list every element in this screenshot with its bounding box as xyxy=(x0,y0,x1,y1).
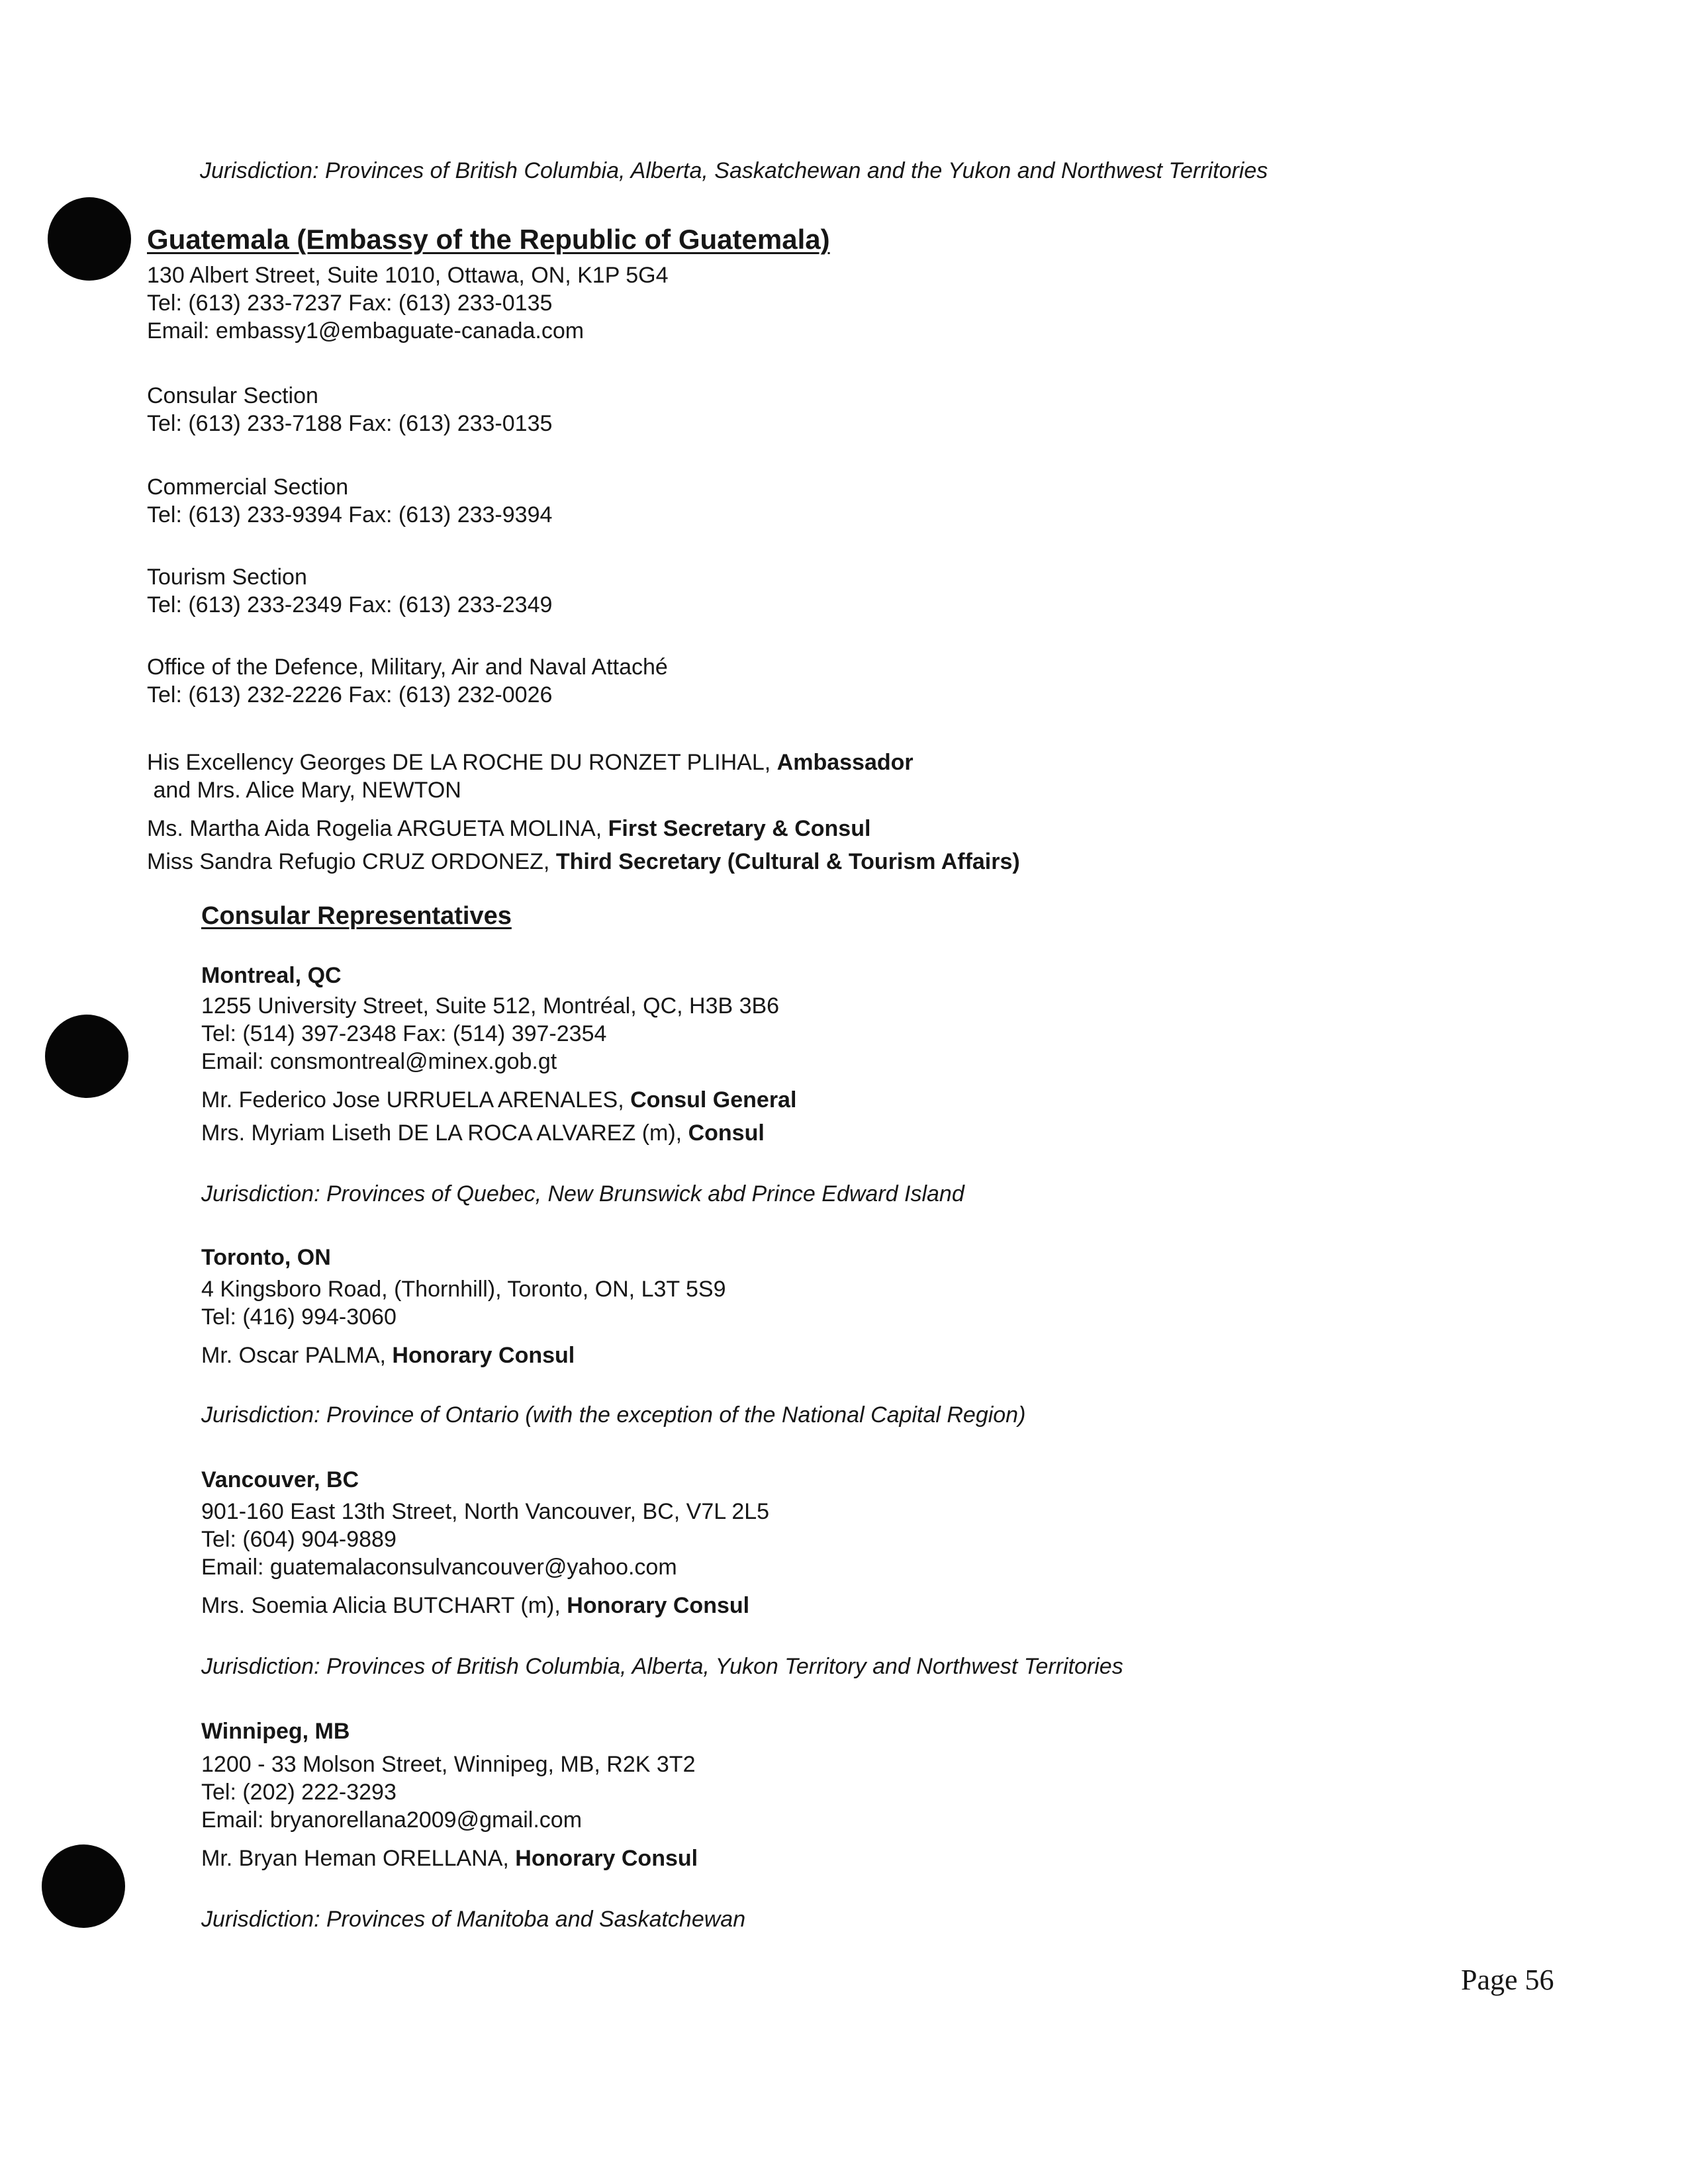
rep-title: Consul General xyxy=(630,1087,797,1113)
staff-name: and Mrs. Alice Mary, NEWTON xyxy=(147,778,461,803)
staff-entry xyxy=(147,749,914,776)
representative xyxy=(201,1087,796,1113)
embassy-tel-fax: Tel: (613) 233-7237 Fax: (613) 233-0135 xyxy=(147,291,553,316)
section-tel-fax: Tel: (613) 233-7188 Fax: (613) 233-0135 xyxy=(147,411,553,436)
punch-hole xyxy=(42,1844,125,1928)
section-name: Office of the Defence, Military, Air and Naval Attaché xyxy=(147,655,668,680)
consulate-email: Email: guatemalaconsulvancouver@yahoo.com xyxy=(201,1555,677,1580)
embassy-address: 130 Albert Street, Suite 1010, Ottawa, ON, K1P 5G4 xyxy=(147,263,669,288)
rep-title: Honorary Consul xyxy=(567,1593,750,1618)
staff-entry xyxy=(147,848,1020,875)
consulate-tel: Tel: (416) 994-3060 xyxy=(201,1304,397,1330)
staff-title: Ambassador xyxy=(776,750,914,775)
rep-name: Mrs. Myriam Liseth DE LA ROCA ALVAREZ (m), xyxy=(201,1120,688,1146)
representative xyxy=(201,1845,698,1872)
consulate-address: 1200 - 33 Molson Street, Winnipeg, MB, R2K 3T2 xyxy=(201,1752,696,1777)
staff-title: First Secretary & Consul xyxy=(608,816,871,841)
embassy-email: Email: embassy1@embaguate-canada.com xyxy=(147,318,585,343)
city-name: Vancouver, BC xyxy=(201,1467,359,1492)
staff-name: Miss Sandra Refugio CRUZ ORDONEZ, xyxy=(147,849,556,874)
rep-title: Honorary Consul xyxy=(515,1846,698,1871)
rep-name: Mr. Oscar PALMA, xyxy=(201,1343,393,1368)
section-name: Tourism Section xyxy=(147,565,307,590)
rep-name: Mr. Federico Jose URRUELA ARENALES, xyxy=(201,1087,631,1113)
consulate-address: 4 Kingsboro Road, (Thornhill), Toronto, ON, L3T 5S9 xyxy=(201,1277,726,1302)
staff-entry xyxy=(147,815,870,842)
consulate-address: 1255 University Street, Suite 512, Montréal, QC, H3B 3B6 xyxy=(201,993,780,1019)
jurisdiction-note: Jurisdiction: Provinces of British Columbia, Alberta, Yukon Territory and Northwest Territories xyxy=(201,1654,1123,1679)
punch-hole xyxy=(45,1015,128,1098)
city-name: Winnipeg, MB xyxy=(201,1719,350,1744)
rep-title: Consul xyxy=(688,1120,765,1146)
staff-title: Third Secretary (Cultural & Tourism Affairs) xyxy=(555,849,1020,874)
consulate-tel: Tel: (202) 222-3293 xyxy=(201,1780,397,1805)
city-name: Montreal, QC xyxy=(201,963,342,988)
section-tel-fax: Tel: (613) 232-2226 Fax: (613) 232-0026 xyxy=(147,682,553,707)
jurisdiction-note: Jurisdiction: Provinces of Manitoba and Saskatchewan xyxy=(201,1907,746,1932)
consular-heading: Consular Representatives xyxy=(201,902,512,930)
jurisdiction-note: Jurisdiction: Province of Ontario (with the exception of the National Capital Region) xyxy=(201,1402,1026,1428)
section-tel-fax: Tel: (613) 233-2349 Fax: (613) 233-2349 xyxy=(147,592,553,617)
section-name: Consular Section xyxy=(147,383,318,408)
consulate-tel: Tel: (514) 397-2348 Fax: (514) 397-2354 xyxy=(201,1021,607,1046)
consulate-email: Email: consmontreal@minex.gob.gt xyxy=(201,1049,557,1074)
page-number: Page 56 xyxy=(1461,1964,1554,1996)
representative xyxy=(201,1120,765,1146)
rep-name: Mrs. Soemia Alicia BUTCHART (m), xyxy=(201,1593,567,1618)
rep-title: Honorary Consul xyxy=(392,1343,575,1368)
consulate-email: Email: bryanorellana2009@gmail.com xyxy=(201,1807,583,1833)
section-tel-fax: Tel: (613) 233-9394 Fax: (613) 233-9394 xyxy=(147,502,553,527)
section-name: Commercial Section xyxy=(147,475,349,500)
staff-name: Ms. Martha Aida Rogelia ARGUETA MOLINA, xyxy=(147,816,608,841)
consulate-tel: Tel: (604) 904-9889 xyxy=(201,1527,397,1552)
punch-hole xyxy=(48,197,131,281)
staff-name: His Excellency Georges DE LA ROCHE DU RONZET PLIHAL, xyxy=(147,750,777,775)
embassy-heading: Guatemala (Embassy of the Republic of Guatemala) xyxy=(147,224,830,255)
staff-entry xyxy=(147,777,461,803)
consulate-address: 901-160 East 13th Street, North Vancouver, BC, V7L 2L5 xyxy=(201,1499,770,1524)
city-name: Toronto, ON xyxy=(201,1245,331,1270)
representative xyxy=(201,1592,749,1619)
rep-name: Mr. Bryan Heman ORELLANA, xyxy=(201,1846,516,1871)
jurisdiction-note: Jurisdiction: Provinces of British Columbia, Alberta, Saskatchewan and the Yukon and Northwest Territories xyxy=(200,158,1268,183)
jurisdiction-note: Jurisdiction: Provinces of Quebec, New Brunswick abd Prince Edward Island xyxy=(201,1181,964,1206)
representative xyxy=(201,1342,575,1369)
